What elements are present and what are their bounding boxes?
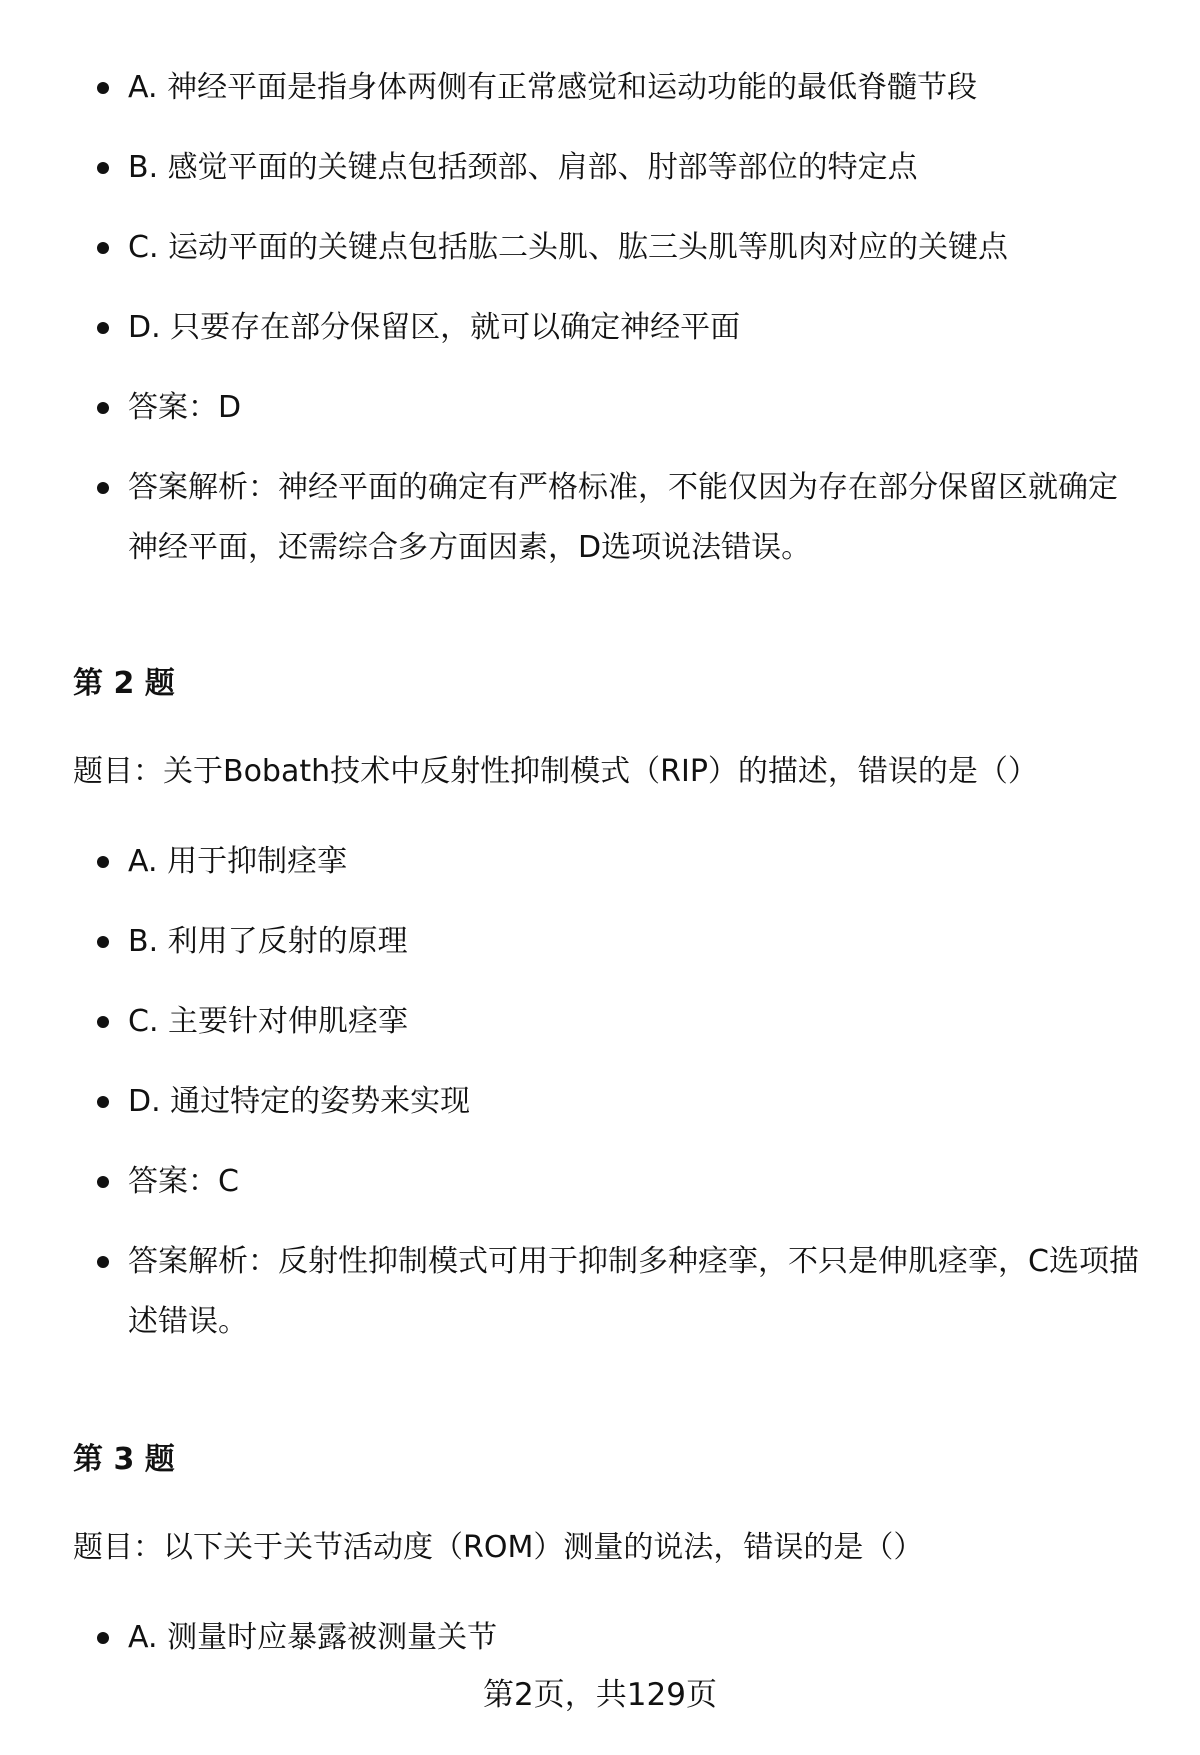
answer-explanation: 答案解析：反射性抑制模式可用于抑制多种痉挛，不只是伸肌痉挛，C选项描述错误。 xyxy=(128,1244,1139,1339)
answer: 答案：C xyxy=(128,1164,239,1199)
option-a: A. 神经平面是指身体两侧有正常感觉和运动功能的最低脊髓节段 xyxy=(128,70,978,105)
bullet-icon xyxy=(97,322,109,334)
answer: 答案：D xyxy=(128,390,242,425)
option-a: A. 用于抑制痉挛 xyxy=(128,844,348,879)
bullet-icon xyxy=(97,82,109,94)
option-c: C. 运动平面的关键点包括肱二头肌、肱三头肌等肌肉对应的关键点 xyxy=(128,230,1009,265)
bullet-icon xyxy=(97,242,109,254)
bullet-icon xyxy=(97,856,109,868)
option-b: B. 利用了反射的原理 xyxy=(128,924,408,959)
page-number: 第2页，共129页 xyxy=(483,1677,717,1713)
option-d: D. 通过特定的姿势来实现 xyxy=(128,1084,471,1119)
bullet-icon xyxy=(97,482,109,494)
option-a: A. 测量时应暴露被测量关节 xyxy=(128,1620,498,1655)
question-heading: 第 3 题 xyxy=(73,1442,175,1477)
bullet-icon xyxy=(97,1176,109,1188)
question-text: 题目：关于Bobath技术中反射性抑制模式（RIP）的描述，错误的是（） xyxy=(73,754,1038,789)
option-c: C. 主要针对伸肌痉挛 xyxy=(128,1004,409,1039)
bullet-icon xyxy=(97,1016,109,1028)
bullet-icon xyxy=(97,1096,109,1108)
bullet-icon xyxy=(97,402,109,414)
option-b: B. 感觉平面的关键点包括颈部、肩部、肘部等部位的特定点 xyxy=(128,150,918,185)
bullet-icon xyxy=(97,162,109,174)
bullet-icon xyxy=(97,936,109,948)
answer-explanation: 答案解析：神经平面的确定有严格标准，不能仅因为存在部分保留区就确定神经平面，还需综合多方面因素，D选项说法错误。 xyxy=(128,470,1118,565)
question-text: 题目：以下关于关节活动度（ROM）测量的说法，错误的是（） xyxy=(73,1530,924,1565)
bullet-icon xyxy=(97,1256,109,1268)
question-heading: 第 2 题 xyxy=(73,666,175,701)
option-d: D. 只要存在部分保留区，就可以确定神经平面 xyxy=(128,310,741,345)
bullet-icon xyxy=(97,1632,109,1644)
